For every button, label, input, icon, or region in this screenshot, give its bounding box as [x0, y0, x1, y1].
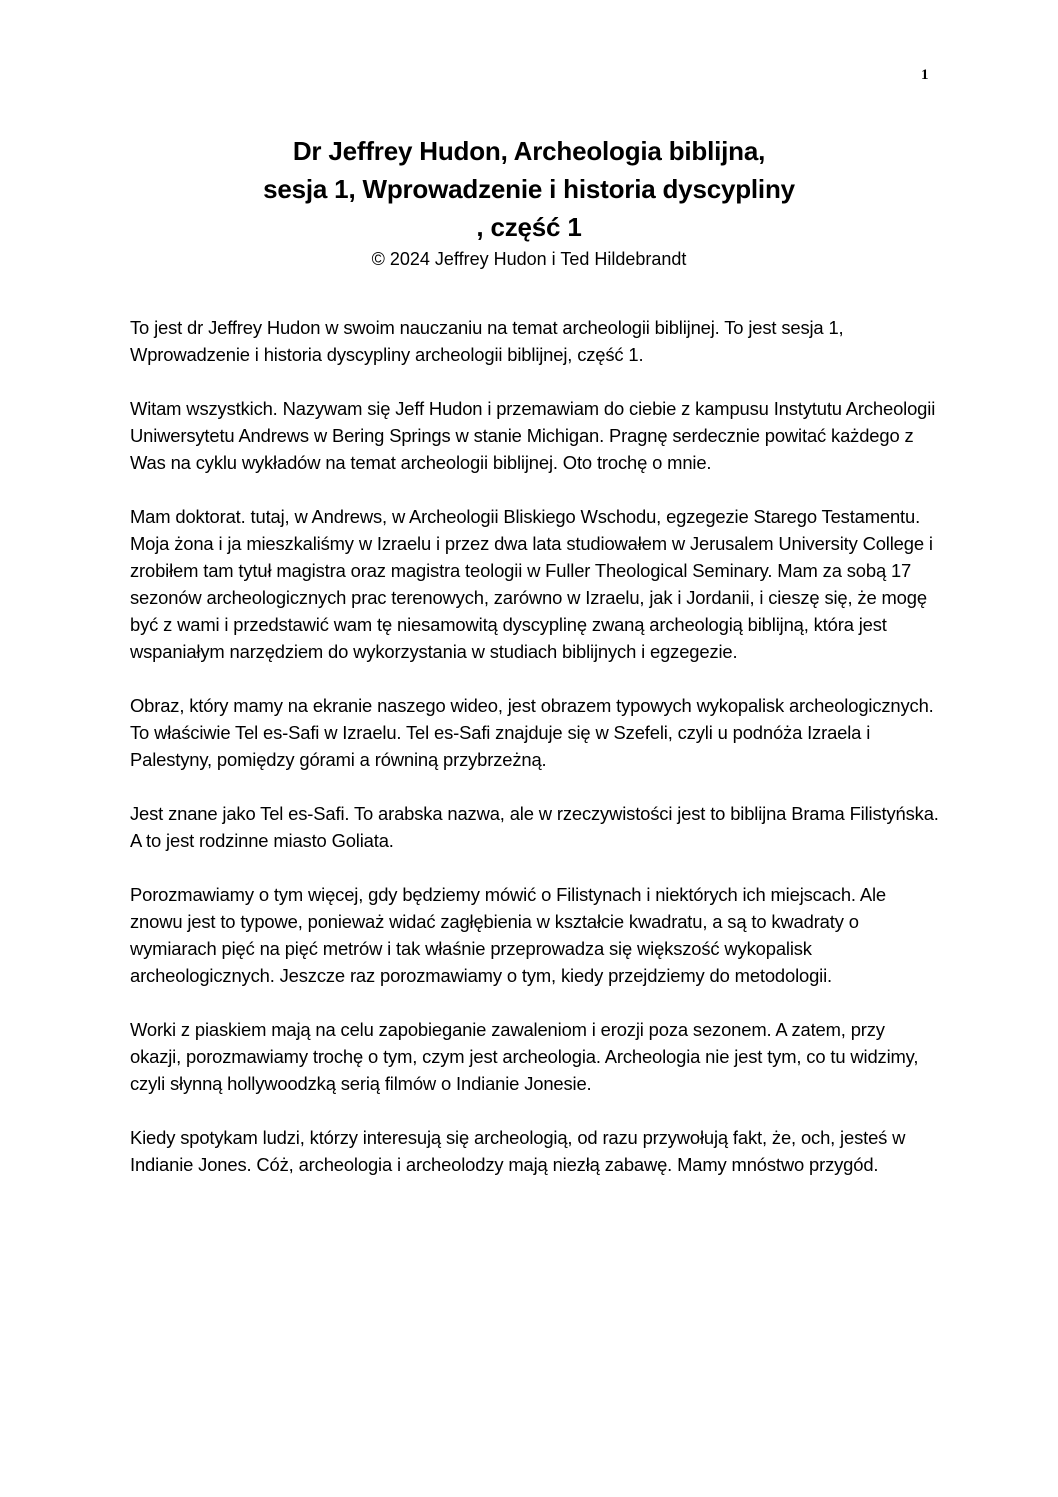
- paragraph: Witam wszystkich. Nazywam się Jeff Hudon i przemawiam do ciebie z kampusu Instytutu Archeologii Uniwersytetu Andrews w Bering Springs w stanie Michigan. Pragnę serdecznie powitać każdego z Was na cyklu wykładów na temat archeologii biblijnej. Oto trochę o mnie.: [130, 398, 936, 473]
- paragraph: To jest dr Jeffrey Hudon w swoim nauczaniu na temat archeologii biblijnej. To jest sesja 1, Wprowadzenie i historia dyscypliny archeologii biblijnej, część 1.: [130, 317, 844, 365]
- paragraph: Obraz, który mamy na ekranie naszego wideo, jest obrazem typowych wykopalisk archeologicznych. To właściwie Tel es-Safi w Izraelu. Tel es-Safi znajduje się w Szefeli, czyli u podnóża Izraela i Palestyny, pomiędzy górami a równiną przybrzeżną.: [130, 695, 934, 770]
- document-body: [130, 314, 940, 1205]
- document-title-line-2: sesja 1, Wprowadzenie i historia dyscypliny: [263, 174, 795, 204]
- paragraph: Porozmawiamy o tym więcej, gdy będziemy mówić o Filistynach i niektórych ich miejscach. Ale znowu jest to typowe, ponieważ widać zagłębienia w kształcie kwadratu, a są to kwadraty o wymiarach pięć na pięć metrów i tak właśnie przeprowadza się większość wykopalisk archeologicznych. Jeszcze raz porozmawiamy o tym, kiedy przejdziemy do metodologii.: [130, 884, 886, 986]
- paragraph: Mam doktorat. tutaj, w Andrews, w Archeologii Bliskiego Wschodu, egzegezie Starego Testamentu. Moja żona i ja mieszkaliśmy w Izraelu i przez dwa lata studiowałem w Jerusalem University College i zrobiłem tam tytuł magistra oraz magistra teologii w Fuller Theological Seminary. Mam za sobą 17 sezonów archeologicznych prac terenowych, zarówno w Izraelu, jak i Jordanii, i cieszę się, że mogę być z wami i przedstawić wam tę niesamowitą dyscyplinę zwaną archeologią biblijną, która jest wspaniałym narzędziem do wykorzystania w studiach biblijnych i egzegezie.: [130, 506, 933, 662]
- page-number: 1: [921, 67, 929, 83]
- paragraph: Jest znane jako Tel es-Safi. To arabska nazwa, ale w rzeczywistości jest to biblijna Brama Filistyńska. A to jest rodzinne miasto Goliata.: [130, 803, 939, 851]
- copyright-notice: © 2024 Jeffrey Hudon i Ted Hildebrandt: [371, 249, 687, 269]
- document-title-line-1: Dr Jeffrey Hudon, Archeologia biblijna,: [292, 136, 766, 166]
- paragraph: Kiedy spotykam ludzi, którzy interesują się archeologią, od razu przywołują fakt, że, och, jesteś w Indianie Jones. Cóż, archeologia i archeolodzy mają niezłą zabawę. Mamy mnóstwo przygód.: [130, 1127, 906, 1175]
- document-header: [0, 132, 1058, 272]
- paragraph: Worki z piaskiem mają na celu zapobieganie zawaleniom i erozji poza sezonem. A zatem, przy okazji, porozmawiamy trochę o tym, czym jest archeologia. Archeologia nie jest tym, co tu widzimy, czyli słynną hollywoodzką serią filmów o Indianie Jonesie.: [130, 1019, 919, 1094]
- document-title-line-3: , część 1: [476, 212, 582, 242]
